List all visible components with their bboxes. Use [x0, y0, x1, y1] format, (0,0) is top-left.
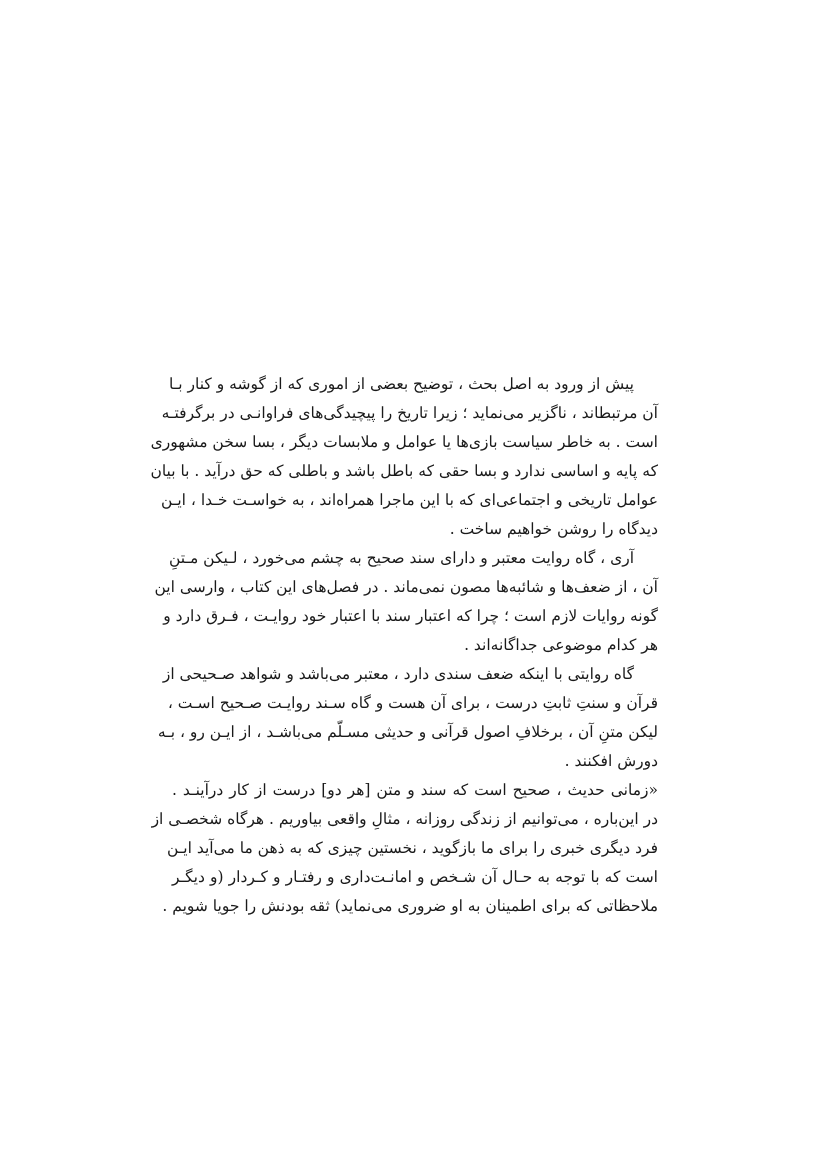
text-line: «زمانی حدیث ، صحیح است که سند و متن [هر دو] درست از کار درآینـد .: [172, 781, 658, 799]
text-line: قرآن و سنتِ ثابتِ درست ، برای آن هست و گاه سـند روایـت صـحیح اسـت ،: [167, 694, 658, 712]
text-line: گونه روایات لازم است ؛ چرا که اعتبار سند با اعتبار خود روایـت ، فـرق دارد و: [163, 607, 658, 625]
text-line: هر کدام موضوعی جداگانه‌اند .: [464, 636, 658, 654]
text-line: دیدگاه را روشن خواهیم ساخت .: [449, 520, 658, 538]
text-line: فرد دیگری خبری را برای ما بازگوید ، نخستین چیزی که به ذهن ما می‌آید ایـن: [166, 839, 658, 857]
body-text: [150, 370, 658, 921]
text-line: آن مرتبطاند ، ناگزیر می‌نماید ؛ زیرا تاریخ را پیچیدگی‌های فراوانـی در برگرفتـه: [161, 404, 658, 422]
text-line: که پایه و اساسی ندارد و بسا حقی که باطل باشد و باطلی که حق درآید . با بیان: [150, 462, 658, 480]
text-line: پیش از ورود به اصل بحث ، توضیح بعضی از اموری که از گوشه و کنار بـا: [169, 375, 634, 393]
text-line: لیکن متنِ آن ، برخلافِ اصول قرآنی و حدیثی مسـلّم می‌باشـد ، از ایـن رو ، بـه: [157, 723, 658, 741]
text-line: عوامل تاریخی و اجتماعی‌ای که با این ماجرا همراه‌اند ، به خواسـت خـدا ، ایـن: [161, 491, 658, 509]
text-line: است . به خاطر سیاست بازی‌ها یا عوامل و ملابسات دیگر ، بسا سخن مشهوری: [150, 433, 658, 451]
text-line: آن ، از ضعف‌ها و شائبه‌ها مصون نمی‌ماند . در فصل‌های این کتاب ، وارسی این: [154, 578, 658, 596]
text-line: است که با توجه به حـال آن شـخص و امانـت‌داری و رفتـار و کـردار (و دیگـر: [172, 868, 658, 886]
text-line: در این‌باره ، می‌توانیم از زندگی روزانه ، مثالِ واقعی بیاوریم . هرگاه شخصـی از: [151, 810, 658, 828]
text-line: گاه روایتی با اینکه ضعف سندی دارد ، معتبر می‌باشد و شواهد صـحیحی از: [162, 665, 634, 683]
text-line: ملاحظاتی که برای اطمینان به او ضروری می‌نماید) ثقه بودنش را جویا شویم .: [162, 897, 658, 915]
text-line: دورش افکنند .: [564, 752, 658, 770]
text-line: آری ، گاه روایت معتبر و دارای سند صحیح به چشم می‌خورد ، لـیکن مـتنِ: [168, 549, 634, 567]
